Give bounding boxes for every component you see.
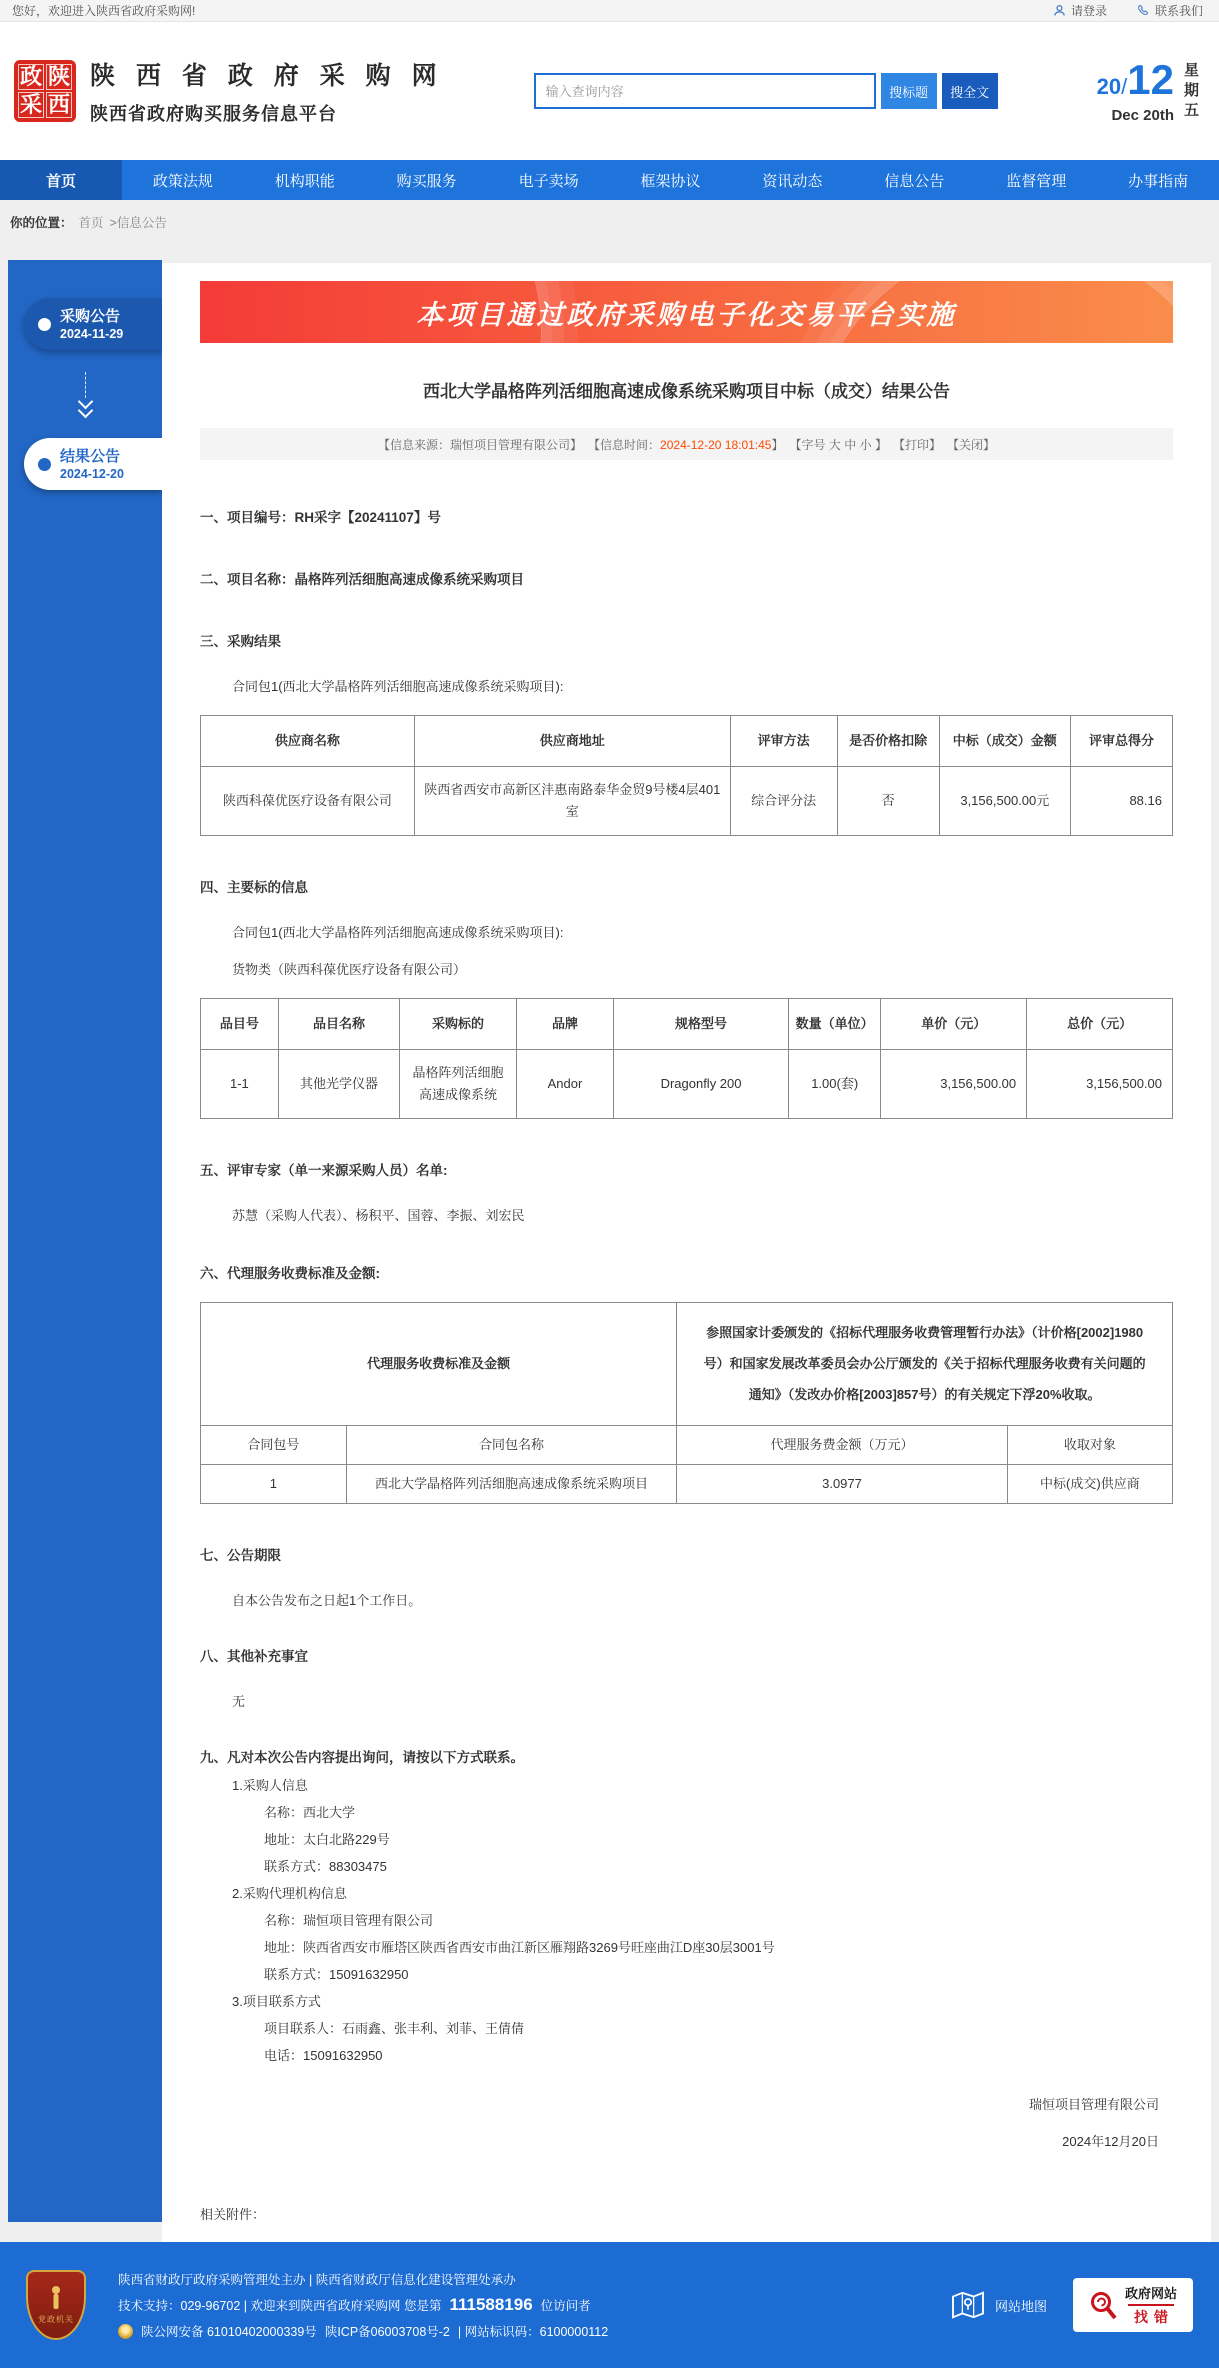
nav-item[interactable]: 电子卖场	[518, 172, 579, 190]
date-day-month: 20/12	[1096, 55, 1174, 103]
column-header: 总价（元）	[1027, 999, 1173, 1050]
meta-time-value: 2024-12-20 18:01:45	[660, 437, 772, 452]
table-cell: 晶格阵列活细胞高速成像系统	[400, 1050, 517, 1119]
logo-char: 西	[47, 92, 70, 117]
site-title: 陕 西 省 政 府 采 购 网	[90, 62, 444, 90]
contact-info	[200, 1778, 1173, 2064]
sidebar-item-label: 采购公告	[60, 307, 121, 325]
emblem-ornament-icon	[48, 2285, 64, 2311]
meta-time: 【信息时间：2024-12-20 18:01:45】	[588, 437, 784, 452]
table-cell: 3.0977	[677, 1464, 1007, 1503]
sidebar-item[interactable]	[24, 298, 162, 350]
phone-icon	[1137, 4, 1150, 17]
meta-source: 【信息来源：瑞恒项目管理有限公司】	[378, 437, 583, 452]
contact-line: 项目联系人：石雨鑫、张丰利、刘菲、王倩倩	[264, 2020, 525, 2036]
table-cell: 3,156,500.00元	[939, 767, 1070, 836]
sitemap-link[interactable]: 网站地图	[951, 2290, 1047, 2320]
visitor-counter: 111588196	[449, 2295, 533, 2314]
content-area	[0, 244, 1219, 2242]
map-icon	[951, 2290, 985, 2320]
table-cell: Andor	[516, 1050, 613, 1119]
footer-support-line: 技术支持：029-96702 | 欢迎来到陕西省政府采购网 您是第 111588196 位访问者	[118, 2295, 591, 2314]
nav-item[interactable]: 办事指南	[1128, 172, 1189, 190]
category-line: 货物类（陕西科葆优医疗设备有限公司）	[232, 962, 467, 977]
print-button[interactable]: 【打印】	[892, 437, 941, 452]
footer	[0, 2242, 1219, 2368]
nav-item[interactable]: 机构职能	[274, 172, 335, 190]
font-size-small[interactable]: 小	[859, 437, 872, 452]
section-4-heading: 四、主要标的信息	[200, 880, 308, 895]
nav-item[interactable]: 购买服务	[396, 172, 457, 190]
column-header: 评审方法	[730, 716, 837, 767]
article-title: 西北大学晶格阵列活细胞高速成像系统采购项目中标（成交）结果公告	[423, 382, 950, 401]
date-english: Dec 20th	[1111, 106, 1174, 124]
column-header: 采购标的	[400, 999, 517, 1050]
contact-line: 名称：西北大学	[264, 1804, 356, 1820]
table-cell: 1	[201, 1464, 347, 1503]
brand	[14, 56, 444, 126]
bullet-icon	[38, 318, 51, 331]
breadcrumb-home[interactable]: 首页	[78, 216, 104, 230]
section-8-body: 无	[232, 1693, 246, 1709]
table-cell: Dragonfly 200	[614, 1050, 789, 1119]
contact-label: 联系我们	[1154, 4, 1203, 18]
column-header: 单价（元）	[881, 999, 1027, 1050]
package-line: 合同包1(西北大学晶格阵列活细胞高速成像系统采购项目):	[232, 925, 564, 940]
public-security-badge-icon	[118, 2324, 133, 2339]
subject-matter-table	[200, 998, 1173, 1119]
table-cell: 3,156,500.00	[1027, 1050, 1173, 1119]
platform-banner: 本项目通过政府采购电子化交易平台实施	[200, 281, 1173, 343]
column-header: 品目名称	[278, 999, 400, 1050]
site-header	[0, 22, 1219, 160]
signature-date: 2024年12月20日	[1062, 2133, 1159, 2149]
section-6-heading: 六、代理服务收费标准及金额:	[200, 1266, 380, 1281]
section-2-heading: 二、项目名称：晶格阵列活细胞高速成像系统采购项目	[200, 572, 524, 587]
contact-line: 地址：太白北路229号	[264, 1831, 390, 1847]
section-8-heading: 八、其他补充事宜	[200, 1648, 308, 1664]
table-cell: 综合评分法	[730, 767, 837, 836]
nav-item[interactable]: 首页	[0, 160, 122, 200]
search-input[interactable]	[534, 73, 876, 109]
breadcrumb-current: >信息公告	[109, 216, 167, 230]
nav-item[interactable]: 框架协议	[640, 172, 701, 190]
column-header: 供应商地址	[414, 716, 730, 767]
bullet-icon	[38, 458, 51, 471]
contact-line: 联系方式：15091632950	[264, 1966, 409, 1982]
nav-item[interactable]: 资讯动态	[762, 172, 823, 190]
attachments-label: 相关附件：	[200, 2206, 266, 2222]
close-button[interactable]: 【关闭】	[946, 437, 995, 452]
breadcrumb	[0, 200, 1219, 244]
column-header: 品目号	[201, 999, 279, 1050]
site-subtitle: 陕西省政府购买服务信息平台	[90, 104, 337, 124]
column-header: 合同包号	[201, 1425, 347, 1464]
table-cell: 中标(成交)供应商	[1007, 1464, 1172, 1503]
login-label: 请登录	[1070, 4, 1107, 18]
table-cell: 其他光学仪器	[278, 1050, 400, 1119]
topbar-actions	[1053, 2, 1203, 19]
search-fulltext-button[interactable]: 搜全文	[942, 73, 998, 109]
section-7-body: 自本公告发布之日起1个工作日。	[232, 1592, 422, 1608]
article-panel	[162, 263, 1211, 2242]
footer-lines	[118, 2263, 608, 2347]
logo-char: 陕	[47, 64, 70, 89]
contact-link[interactable]	[1137, 2, 1203, 19]
agency-fee-table	[200, 1302, 1173, 1504]
date-widget	[1096, 55, 1199, 124]
column-header: 数量（单位）	[789, 999, 881, 1050]
contact-line: 名称：瑞恒项目管理有限公司	[264, 1912, 434, 1928]
search-title-button[interactable]: 搜标题	[881, 73, 937, 109]
meta-bar	[200, 428, 1173, 460]
package-line: 合同包1(西北大学晶格阵列活细胞高速成像系统采购项目):	[232, 679, 564, 694]
sidebar-item-date: 2024-12-20	[60, 466, 124, 481]
table-cell: 陕西省西安市高新区沣惠南路泰华金贸9号楼4层401室	[414, 767, 730, 836]
sidebar-item[interactable]	[24, 438, 162, 490]
sidebar-item-label: 结果公告	[60, 447, 121, 465]
footer-right	[951, 2278, 1193, 2332]
weekday-label: 星 期 五	[1183, 61, 1199, 119]
expert-names: 苏慧（采购人代表）、杨积平、国蓉、李振、刘宏民	[232, 1208, 525, 1223]
nav-item[interactable]: 监督管理	[1006, 172, 1067, 190]
main-nav	[0, 160, 1219, 200]
table-cell: 西北大学晶格阵列活细胞高速成像系统采购项目	[346, 1464, 676, 1503]
column-header: 收取对象	[1007, 1425, 1172, 1464]
logo-char: 政	[19, 64, 42, 89]
breadcrumb-label: 你的位置：	[10, 216, 73, 230]
fee-label-cell: 代理服务收费标准及金额	[201, 1303, 677, 1426]
section-3-heading: 三、采购结果	[200, 634, 281, 649]
column-header: 中标（成交）金额	[939, 716, 1070, 767]
contact-line: 3.项目联系方式	[232, 1993, 321, 2009]
font-size-large[interactable]: 大	[828, 437, 841, 452]
table-cell: 陕西科葆优医疗设备有限公司	[201, 767, 415, 836]
column-header: 规格型号	[614, 999, 789, 1050]
party-gov-emblem-icon: 党政机关	[26, 2270, 86, 2340]
table-cell: 88.16	[1070, 767, 1172, 836]
contact-line: 1.采购人信息	[232, 1777, 308, 1793]
beian-number: 陕公网安备 61010402000339号	[141, 2325, 317, 2339]
contact-line: 电话：15091632950	[264, 2047, 383, 2063]
footer-host-line: 陕西省财政厅政府采购管理处主办 | 陕西省财政厅信息化建设管理处承办	[118, 2273, 516, 2287]
search-bar	[534, 73, 998, 109]
table-cell: 1-1	[201, 1050, 279, 1119]
section-5-heading: 五、评审专家（单一来源采购人员）名单:	[200, 1163, 448, 1178]
section-9-heading: 九、凡对本次公告内容提出询问，请按以下方式联系。	[200, 1749, 524, 1765]
column-header: 评审总得分	[1070, 716, 1172, 767]
sidebar	[8, 260, 162, 2222]
font-size-medium[interactable]: 中	[844, 437, 857, 452]
fee-policy-cell: 参照国家计委颁发的《招标代理服务收费管理暂行办法》（计价格[2002]1980号）和国家发展改革委员会办公厅颁发的《关于招标代理服务收费有关问题的通知》（发改办价格[2003]857号）的有关规定下浮20%收取。	[677, 1303, 1173, 1426]
section-7-heading: 七、公告期限	[200, 1547, 281, 1563]
sidebar-item-date: 2024-11-29	[60, 326, 124, 341]
column-header: 合同包名称	[346, 1425, 676, 1464]
magnifier-icon	[1089, 2290, 1117, 2320]
section-1-heading: 一、项目编号：RH采字【20241107】号	[200, 510, 441, 525]
gov-site-error-report-badge[interactable]: 政府网站 找错	[1073, 2278, 1193, 2332]
signature-company: 瑞恒项目管理有限公司	[1028, 2096, 1159, 2112]
nav-item[interactable]: 政策法规	[152, 172, 213, 190]
table-cell: 否	[837, 767, 939, 836]
table-cell: 1.00(套)	[789, 1050, 881, 1119]
column-header: 是否价格扣除	[837, 716, 939, 767]
contact-line: 地址：陕西省西安市雁塔区陕西省西安市曲江新区雁翔路3269号旺座曲江D座30层3001号	[264, 1939, 775, 1955]
contact-line: 2.采购代理机构信息	[232, 1885, 347, 1901]
column-header: 品牌	[516, 999, 613, 1050]
site-logo	[14, 60, 76, 122]
topbar	[0, 0, 1219, 22]
table-row	[201, 767, 1173, 836]
font-size-controls: 【字号 大 中 小 】	[789, 437, 887, 452]
nav-item[interactable]: 信息公告	[884, 172, 945, 190]
welcome-text: 您好，欢迎进入陕西省政府采购网!	[12, 4, 196, 18]
procurement-result-table	[200, 715, 1173, 836]
icp-number: 陕ICP备06003708号-2	[324, 2325, 450, 2339]
logo-char: 采	[19, 92, 42, 117]
column-header: 供应商名称	[201, 716, 415, 767]
contact-line: 联系方式：88303475	[264, 1858, 387, 1874]
site-code: | 网站标识码：6100000112	[457, 2325, 609, 2339]
down-arrow-icon	[8, 372, 162, 416]
column-header: 代理服务费金额（万元）	[677, 1425, 1007, 1464]
table-cell: 3,156,500.00	[881, 1050, 1027, 1119]
table-row	[201, 1050, 1173, 1119]
footer-beian-line	[118, 2322, 608, 2340]
login-link[interactable]	[1053, 2, 1107, 19]
user-icon	[1053, 4, 1066, 17]
